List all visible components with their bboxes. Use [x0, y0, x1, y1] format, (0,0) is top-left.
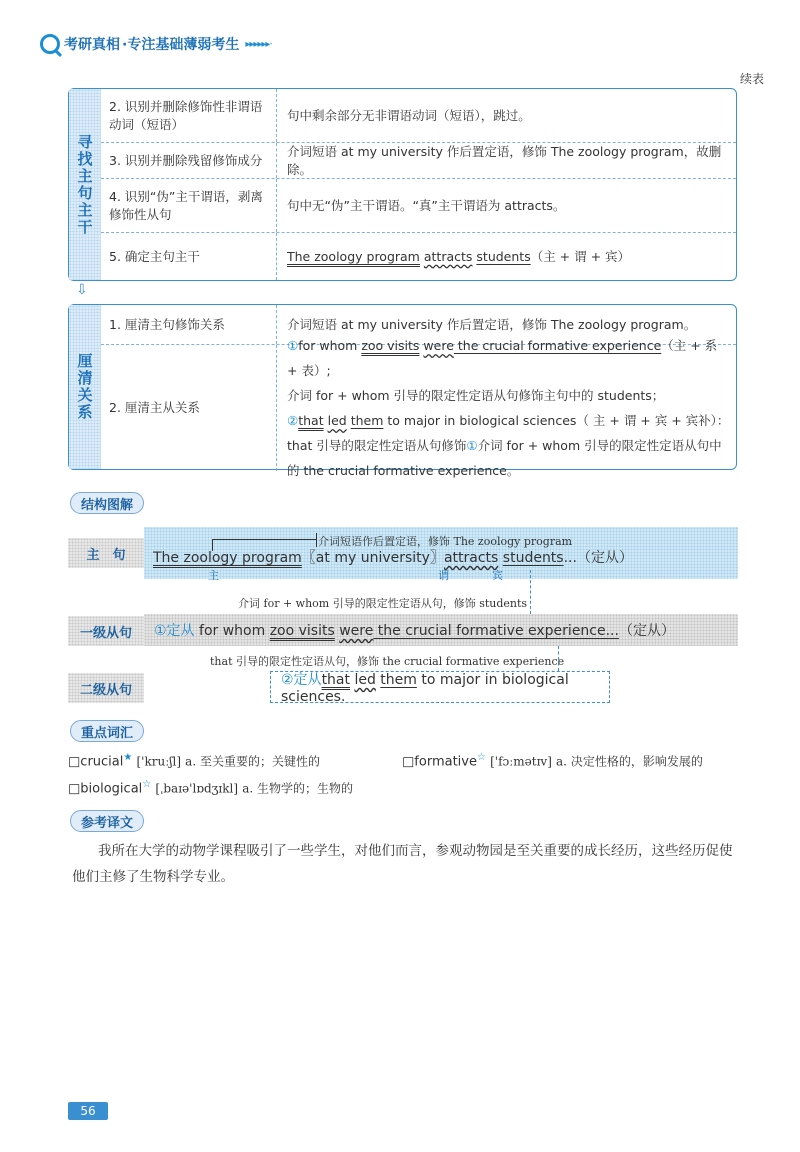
clarify-relations-table [68, 304, 737, 478]
find-main-clause-table [68, 88, 737, 281]
level2-tag: ②定从 [281, 672, 322, 688]
main-clause-band: The zoology program〖at my university〗attracts students...（定从） 主 谓 宾 [144, 527, 738, 579]
mid-note: 介词 for + whom 引导的限定性定语从句，修饰 students [238, 597, 528, 610]
tag-verb: 谓 [438, 569, 449, 582]
step-cell: 2. 识别并删除修饰性非谓语动词（短语） [101, 89, 277, 142]
page-number: 56 [68, 1102, 108, 1120]
vocab-item: □biological☆ [ˌbaɪə'lɒdʒɪkl] a. 生物学的；生物的 [68, 779, 353, 797]
step-cell: 3. 识别并删除残留修饰成分 [101, 143, 277, 178]
top-note: 介词短语作后置定语，修饰 The zoology program [318, 535, 573, 548]
step-cell: 5. 确定主句主干 [101, 233, 277, 280]
table-row [101, 179, 736, 233]
top-connector [212, 539, 316, 540]
search-logo-icon [40, 34, 60, 54]
star-icon: ☆ [476, 752, 486, 763]
step-cell: 2. 厘清主从关系 [101, 345, 277, 471]
vocab-word: formative [414, 754, 477, 770]
desc-cell: 句中无“伪”主干谓语。“真”主干谓语为 attracts。 [287, 197, 566, 213]
brand-slogan: ·专注基础薄弱考生 [122, 37, 240, 53]
star-icon: ☆ [142, 779, 152, 790]
star-icon: ★ [123, 752, 133, 763]
vocab-word: biological [80, 781, 143, 797]
level1-verb: were [339, 623, 374, 639]
desc-cell: 句中剩余部分无非谓语动词（短语），跳过。 [287, 107, 531, 123]
brand-title: 考研真相 [64, 37, 120, 53]
vocab-item: □formative☆ ['fɔːmətɪv] a. 决定性格的，影响发展的 [402, 752, 703, 770]
level2-verb: led [354, 672, 376, 688]
page-header [40, 34, 272, 54]
level1-tag: ①定从 [154, 623, 195, 639]
main-clause-label: 主 句 [68, 538, 144, 568]
reference-translation-pill: 参考译文 [70, 810, 144, 832]
desc-cell: 介词短语 at my university 作后置定语，修饰 The zoology program。 [287, 316, 697, 332]
top-connector-v2 [316, 533, 317, 547]
level1-clause-label: 一级从句 [68, 616, 144, 646]
low-connector [558, 646, 559, 671]
mid-connector [530, 570, 531, 614]
arrow-decoration-icon: ▸▸▸▸▸▸· [245, 38, 272, 50]
vocab-word: crucial [80, 754, 124, 770]
continued-label: 续表 [739, 72, 764, 86]
main-subject: The zoology program [153, 550, 302, 566]
section-tab: 厘清关系 [69, 305, 101, 469]
desc-cell: ①for whom zoo visits were the crucial formative experience（主 + 系 + 表）; 介词 for + whom 引导的限定性定语从句修饰主句中的 students； ②that led them to major in biological sciences（ 主 + 谓 + 宾 + 宾补）： that 引导的限定性定语从句修饰①介词 for + whom 引导的限定性定语从句中 的 the crucial formative experience。 [287, 338, 730, 478]
table-row [101, 233, 736, 280]
tag-object: 宾 [492, 569, 503, 582]
structure-diagram-pill: 结构图解 [70, 492, 144, 514]
table-row [101, 143, 736, 179]
translation-text: 我所在大学的动物学课程吸引了一些学生，对他们而言，参观动物园是至关重要的成长经历，这些经历促使他们主修了生物科学专业。 [72, 843, 733, 885]
step-cell: 4. 识别“伪”主干谓语，剥离修饰性从句 [101, 179, 277, 232]
down-arrow-icon: ⇩ [76, 282, 88, 298]
level2-object: them [380, 672, 417, 688]
table-row [101, 89, 736, 143]
main-object: students [502, 550, 564, 566]
level1-subject: zoo visits [269, 623, 335, 639]
tag-subject: 主 [208, 569, 219, 582]
key-vocab-pill: 重点词汇 [70, 720, 144, 742]
desc-cell: The zoology program attracts students （主 + 谓 + 宾） [287, 248, 631, 264]
top-connector-v [212, 539, 213, 551]
level1-clause-band: ①定从 for whom zoo visits were the crucial formative experience...（定从） [144, 614, 738, 646]
desc-cell: 介词短语 at my university 作后置定语，修饰 The zoology program，故删除。 [287, 143, 722, 177]
vocab-item: □crucial★ ['kruːʃl] a. 至关重要的；关键性的 [68, 752, 320, 770]
table-row [101, 338, 736, 478]
level1-predicative: the crucial formative experience... [373, 623, 619, 639]
level2-clause-label: 二级从句 [68, 673, 144, 703]
step-cell: 1. 厘清主句修饰关系 [101, 305, 277, 344]
section-tab: 寻找主句主干 [69, 89, 101, 280]
low-note: that 引导的限定性定语从句，修饰 the crucial formative experience [210, 655, 565, 668]
level2-clause-band: ②定从that led them to major in biological sciences. [270, 671, 610, 703]
main-verb: attracts [443, 550, 499, 566]
level2-subject: that [321, 672, 350, 688]
